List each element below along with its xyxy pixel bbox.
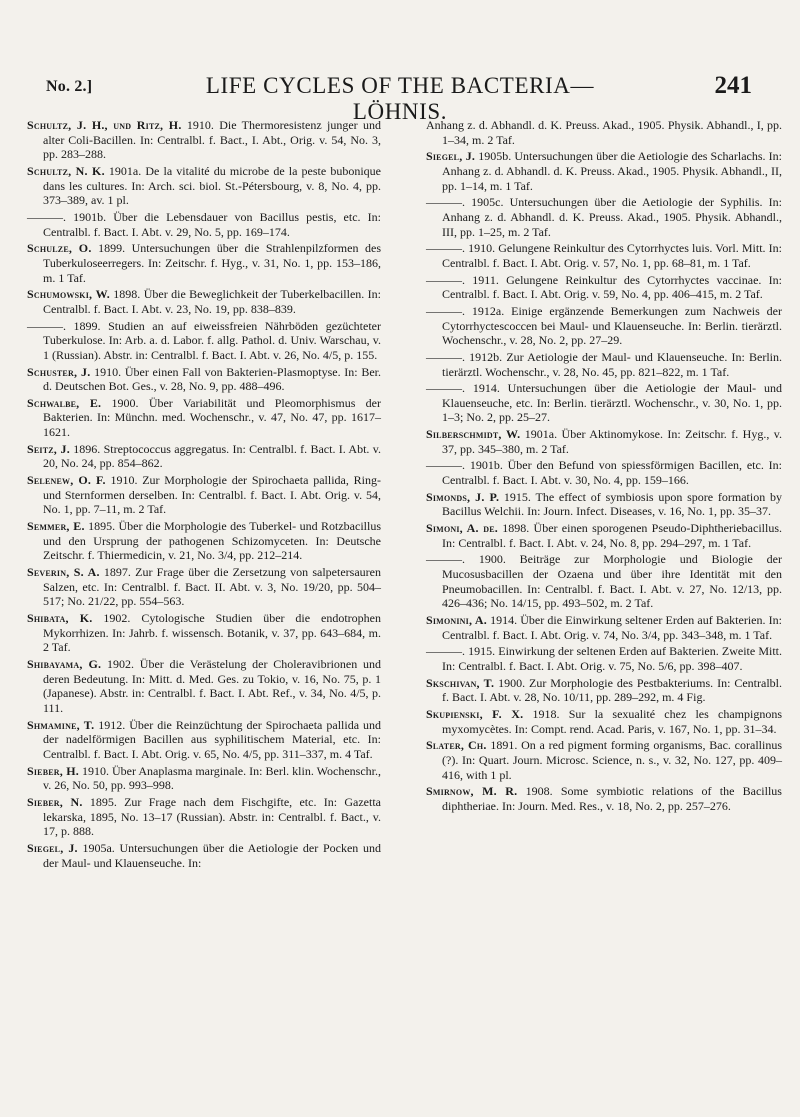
bibliography-entry — [27, 795, 381, 839]
entry-author: Simoni, A. de. — [426, 521, 498, 536]
bibliography-entry — [27, 442, 381, 471]
entry-text: 1914. Über die Einwirkung seltener Erden auf Bakterien. In: Centralbl. f. Bact. I. Abt. Orig. v. 74, No. 3/4, pp. 343–348, m. 1 Taf. — [442, 613, 782, 642]
bibliography-entry — [27, 473, 381, 517]
entry-text: 1915. The effect of symbiosis upon spore formation by Bacillus Welchii. In: Journ. Infect. Diseases, v. 16, No. 1, pp. 35–37. — [442, 489, 782, 519]
entry-author: Sieber, H. — [27, 763, 79, 778]
entry-text: 1901a. Über Aktinomykose. In: Zeitschr. f. Hyg., v. 37, pp. 345–380, m. 2 Taf. — [442, 427, 782, 456]
bibliography-entry — [426, 613, 782, 642]
running-title: LIFE CYCLES OF THE BACTERIA—LÖHNIS. — [205, 73, 595, 124]
entry-text: 1896. Streptococcus aggregatus. In: Centralbl. f. Bact. I. Abt. v. 20, No. 24, pp. 854–862. — [43, 441, 381, 471]
bibliography-entry — [27, 519, 381, 563]
bibliography-entry — [27, 718, 381, 762]
entry-text: ———. 1915. Einwirkung der seltenen Erden auf Bakterien. Zweite Mitt. In: Centralbl. f. Bact. I. Abt. Orig. v. 75, No. 5/6, pp. 398–407. — [426, 644, 782, 673]
entry-text: 1902. Über die Verästelung der Choleravibrionen und deren Bedeutung. In: Mitt. d. Med. Ges. zu Tokio, v. 16, No. 75, p. 1 (Japanese). Abstr. in: Centralbl. f. Bact. I. Abt. Ref., v. 34, No. 4/5, p. 111. — [43, 656, 381, 715]
entry-author: Simonini, A. — [426, 613, 487, 627]
bibliography-entry — [27, 164, 381, 208]
entry-author: Shibata, K. — [27, 611, 93, 625]
bibliography-entry — [426, 521, 782, 550]
bibliography-entry — [426, 381, 782, 425]
entry-text: 1897. Zur Frage über die Zersetzung von salpetersauren Salzen, etc. In: Centralbl. f. Bact. II. Abt. v. 3, No. 19/20, pp. 504–517; No. 21/22, pp. 554–563. — [43, 565, 381, 609]
entry-text: ———. 1912a. Einige ergänzende Bemerkungen zum Nachweis der Cytorrhyctescoccen bei Maul- und Klauenseuche. In: Berlin. tierärztl. Wochenschr., v. 28, No. 2, pp. 27–29. — [426, 303, 782, 348]
issue-number: No. 2.] — [46, 78, 93, 95]
entry-text: 1900. Über Variabilität und Pleomorphismus der Bakterien. In: Münchn. med. Wochenschr., v. 47, No. 47, pp. 1617–1621. — [43, 395, 381, 440]
entry-author: Simonds, J. P. — [426, 489, 500, 504]
bibliography-entry — [27, 565, 381, 609]
bibliography-entry — [27, 319, 381, 363]
entry-author: Semmer, E. — [27, 519, 85, 534]
bibliography-entry — [27, 611, 381, 655]
bibliography-entry — [426, 350, 782, 379]
entry-text: ———. 1900. Beiträge zur Morphologie und Biologie der Mucosusbacillen der Ozaena und über ihre Identität mit den Pneumobacillen. In: Centralbl. f. Bact. I. Abt. v. 27, No. 12/13, pp. 426–436; No. 14/15, pp. 493–502, m. 2 Taf. — [426, 552, 782, 611]
bibliography-entry — [426, 118, 782, 147]
bibliography-entry — [426, 784, 782, 813]
entry-author: Severin, S. A. — [27, 565, 100, 580]
entry-author: Schuster, J. — [27, 364, 91, 379]
entry-author: Sieber, N. — [27, 794, 83, 809]
entry-text: ———. 1901b. Über den Befund von spiessförmigen Bacillen, etc. In: Centralbl. f. Bact. I. Abt. v. 30, No. 4, pp. 159–166. — [426, 458, 782, 488]
entry-text: ———. 1905c. Untersuchungen über die Aetiologie der Syphilis. In: Anhang z. d. Abhandl. d. K. Preuss. Akad., 1905. Physik. Abhandl., III, pp. 1–25, m. 2 Taf. — [426, 195, 782, 239]
entry-text: 1910. Über einen Fall von Bakterien-Plasmoptyse. In: Ber. d. Deutschen Bot. Ges., v. 28, No. 9, pp. 488–496. — [43, 364, 381, 394]
entry-text: 1898. Über einen sporogenen Pseudo-Diphtheriebacillus. In: Centralbl. f. Bact. I. Abt. v. 24, No. 8, pp. 294–297, m. 1 Taf. — [442, 521, 782, 550]
right-column — [426, 118, 782, 816]
entry-text: ———. 1910. Gelungene Reinkultur des Cytorrhyctes luis. Vorl. Mitt. In: Centralbl. f. Bact. I. Abt. Orig. v. 57, No. 1, pp. 68–81, m. 1 Taf. — [426, 241, 782, 270]
entry-author: Slater, Ch. — [426, 738, 487, 753]
entry-text: 1895. Über die Morphologie des Tuberkel- und Rotzbacillus und den Ursprung der pathogenen Schizomyceten. In: Deutsche Zeitschr. f. Thiermedicin, v. 21, No. 3/4, pp. 212–214. — [43, 519, 381, 563]
entry-author: Schwalbe, E. — [27, 395, 102, 410]
bibliography-entry — [27, 396, 381, 440]
entry-text: 1905a. Untersuchungen über die Aetiologie der Pocken und der Maul- und Klauenseuche. In: — [43, 840, 381, 870]
bibliography-entry — [426, 738, 782, 782]
entry-author: Shibayama, G. — [27, 656, 102, 671]
entry-text: 1902. Cytologische Studien über die endotrophen Mykorrhizen. In: Jahrb. f. wissensch. Botanik, v. 37, pp. 643–684, m. 2 Taf. — [43, 611, 381, 655]
entry-author: Silberschmidt, W. — [426, 427, 521, 442]
entry-text: ———. 1914. Untersuchungen über die Aetiologie der Maul- und Klauenseuche, etc. In: Berlin. tierärztl. Wochenschr., v. 30, No. 1, pp. 1–3; No. 2, pp. 25–27. — [426, 381, 782, 425]
entry-author: Skschivan, T. — [426, 675, 495, 690]
entry-text: 1910. Die Thermoresistenz junger und alter Coli-Bacillen. In: Centralbl. f. Bact., I. Abt., Orig. v. 54, No. 3, pp. 283–288. — [43, 118, 382, 162]
entry-text: ———. 1899. Studien an auf eiweissfreien Nährböden gezüchteter Tuberkulose. In: Arb. a. d. Labor. f. allg. Pathol. d. Univ. Warschau, v. 1 (Russian). Abstr. in: Centralbl. f. Bact. I. Abt. v. 26, No. 4/5, p. 155. — [27, 318, 381, 362]
bibliography-entry — [27, 210, 381, 239]
entry-author: Selenew, O. F. — [27, 473, 106, 488]
entry-author: Shmamine, T. — [27, 717, 95, 732]
entry-author: Siegel, J. — [426, 149, 476, 164]
bibliography-entry — [27, 241, 381, 285]
entry-author: Siegel, J. — [27, 840, 78, 855]
bibliography-entry — [426, 458, 782, 487]
entry-author: Schumowski, W. — [27, 287, 110, 302]
bibliography-entry — [27, 764, 381, 793]
bibliography-entry — [426, 149, 782, 193]
entry-text: ———. 1911. Gelungene Reinkultur des Cytorrhyctes vaccinae. In: Centralbl. f. Bact. I. Abt. Orig. v. 59, No. 4, pp. 406–415, m. 2 Taf. — [426, 272, 782, 302]
bibliography-entry — [426, 427, 782, 456]
entry-text: 1910. Zur Morphologie der Spirochaeta pallida, Ring- und Sternformen derselben. In: Centralbl. f. Bact. I. Abt. Orig. v. 54, No. 1, pp. 7–11, m. 2 Taf. — [43, 473, 381, 517]
entry-text: 1908. Some symbiotic relations of the Bacillus diphtheriae. In: Journ. Med. Res., v. 18, No. 2, pp. 257–276. — [442, 784, 782, 813]
page-number: 241 — [714, 72, 752, 99]
bibliography-entry — [27, 118, 381, 162]
bibliography-entry — [27, 365, 381, 394]
bibliography-entry — [426, 676, 782, 705]
entry-author: Smirnow, M. R. — [426, 784, 518, 799]
entry-text: 1910. Über Anaplasma marginale. In: Berl. klin. Wochenschr., v. 26, No. 50, pp. 993–998. — [43, 763, 382, 793]
bibliography-entry — [426, 707, 782, 736]
entry-text: 1918. Sur la sexualité chez les champignons myxomycètes. In: Compt. rend. Acad. Paris, v. 167, No. 1, pp. 31–34. — [442, 706, 782, 736]
entry-author: Schultz, N. K. — [27, 163, 105, 178]
entry-text: 1898. Über die Beweglichkeit der Tuberkelbacillen. In: Centralbl. f. Bact. I. Abt. v. 23, No. 19, pp. 838–839. — [43, 287, 382, 316]
entry-text: 1895. Zur Frage nach dem Fischgifte, etc. In: Gazetta lekarska, 1895, No. 13–17 (Russian). Abstr. in: Centralbl. f. Bact., v. 17, p. 888. — [43, 794, 381, 839]
bibliography-entry — [426, 241, 782, 270]
entry-text: 1905b. Untersuchungen über die Aetiologie des Scharlachs. In: Anhang z. d. Abhandl. d. K. Preuss. Akad., 1905. Physik. Abhandl., II, pp. 1–14, m. 1 Taf. — [442, 149, 782, 193]
left-column — [27, 118, 381, 872]
bibliography-entry — [426, 304, 782, 348]
bibliography-entry — [426, 552, 782, 611]
bibliography-entry — [426, 644, 782, 673]
entry-author: Schulze, O. — [27, 241, 92, 256]
entry-text: ———. 1901b. Über die Lebensdauer von Bacillus pestis, etc. In: Centralbl. f. Bact. I. Abt. v. 29, No. 5, pp. 169–174. — [27, 209, 381, 239]
running-header — [0, 70, 800, 124]
bibliography-entry — [27, 657, 381, 716]
bibliography-entry — [27, 287, 381, 316]
entry-text: 1901a. De la vitalité du microbe de la peste bubonique dans les cultures. In: Arch. sci. biol. St.-Pétersbourg, v. 8, No. 4, pp. 373–389, av. 1 pl. — [43, 163, 382, 208]
entry-author: Seitz, J. — [27, 441, 70, 456]
entry-text: 1891. On a red pigment forming organisms, Bac. corallinus (?). In: Quart. Journ. Microsc. Science, n. s., v. 32, No. 127, pp. 409–416, with 1 pl. — [442, 738, 782, 782]
entry-text: ———. 1912b. Zur Aetiologie der Maul- und Klauenseuche. In: Berlin. tierärztl. Wochenschr., v. 28, No. 45, pp. 821–822, m. 1 Taf. — [426, 349, 782, 379]
entry-text: 1900. Zur Morphologie des Pestbakteriums. In: Centralbl. f. Bact. I. Abt. v. 28, No. 10/11, pp. 289–292, m. 4 Fig. — [442, 675, 782, 705]
bibliography-entry — [426, 490, 782, 519]
entry-text: 1899. Untersuchungen über die Strahlenpilzformen des Tuberkuloseerregers. In: Zeitschr. f. Hyg., v. 31, No. 1, pp. 153–186, m. 1 Taf. — [43, 241, 381, 285]
bibliography-entry — [426, 273, 782, 302]
entry-author: Schultz, J. H., und Ritz, H. — [27, 118, 182, 132]
bibliography-entry — [426, 195, 782, 239]
entry-author: Skupienski, F. X. — [426, 706, 524, 721]
bibliography-entry — [27, 841, 381, 870]
entry-text: Anhang z. d. Abhandl. d. K. Preuss. Akad., 1905. Physik. Abhandl., I, pp. 1–34, m. 2 Taf. — [426, 118, 782, 147]
entry-text: 1912. Über die Reinzüchtung der Spirochaeta pallida und der nadelförmigen Bacillen aus syphilitischem Material, etc. In: Centralbl. f. Bact. I. Abt. Orig. v. 65, No. 4/5, pp. 311–337, m. 4 Taf. — [43, 717, 381, 761]
